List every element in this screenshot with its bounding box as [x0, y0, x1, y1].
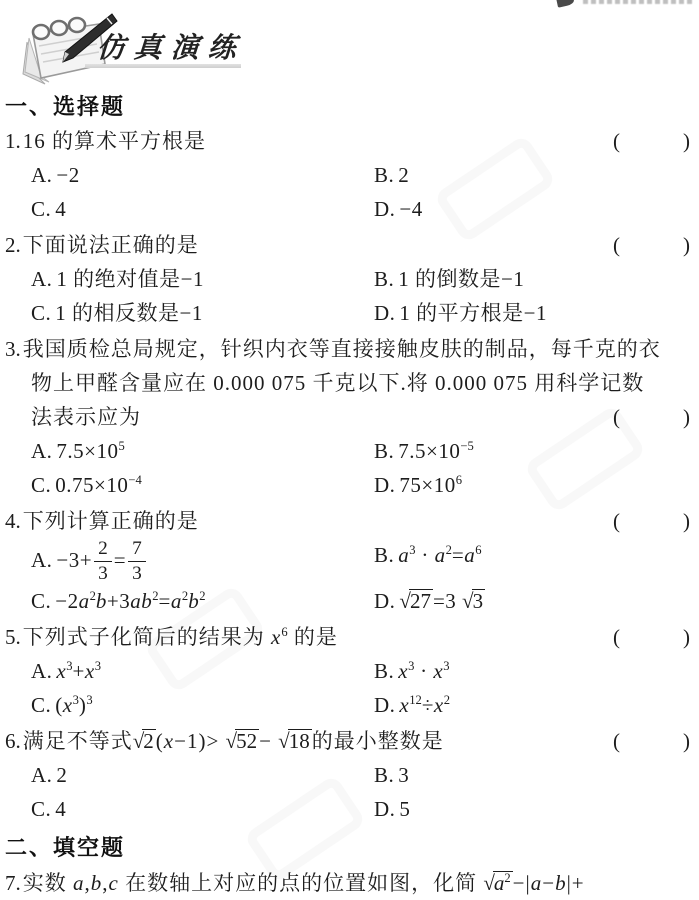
corner-logo: [557, 0, 693, 6]
question-1-option-B: [374, 158, 693, 192]
question-stem: 下列式子化简后的结果为 $x^6$ 的是: [22, 625, 338, 650]
option-text: 4: [55, 197, 67, 221]
option-text: 5: [399, 797, 411, 822]
question-2-option-A: [31, 262, 374, 296]
question-stem: 法表示应为: [31, 405, 141, 429]
option-text: √27=3 √3: [399, 589, 484, 614]
question-stem: 物上甲醛含量应在 0.000 075 千克以下.将 0.000 075 用科学记数: [31, 371, 645, 395]
option-label: D.: [374, 473, 396, 497]
option-text: −4: [399, 197, 423, 221]
radical: √3: [462, 589, 484, 614]
option-text: 3: [398, 763, 410, 788]
option-text: −3+ $\frac{2}{3}$ = $\frac{7}{3}$: [56, 548, 147, 572]
option-label: A.: [31, 547, 53, 572]
question-5-option-D: [374, 688, 693, 722]
question-stem: 实数 a,b,c 在数轴上对应的点的位置如图，化简 $√a^2-|a-b|+$: [22, 871, 585, 896]
answer-parens: ( ): [613, 729, 690, 754]
choice-question-list: [5, 124, 693, 826]
option-label: C.: [31, 797, 52, 822]
options-grid: [5, 654, 693, 722]
option-text: $7.5\times 10^{-5}$: [398, 439, 474, 463]
title-underline: [85, 64, 241, 68]
question-6-option-B: [374, 758, 693, 792]
question-1-option-D: [374, 192, 693, 226]
question-2-option-D: [374, 296, 693, 330]
question-4-option-A: [31, 538, 374, 584]
question-5-option-A: [31, 654, 374, 688]
radical: √27: [399, 589, 431, 614]
options-grid: [5, 262, 693, 330]
question-stem-line: [5, 124, 693, 158]
option-text: $7.5\times 10^5$: [56, 439, 125, 463]
option-label: B.: [374, 267, 395, 291]
question-stem-line: [5, 724, 693, 758]
question-2-option-B: [374, 262, 693, 296]
options-grid: [5, 538, 693, 618]
question-6-option-A: [31, 758, 374, 792]
option-text: 4: [55, 797, 67, 822]
option-label: B.: [374, 543, 395, 567]
option-label: C.: [31, 693, 52, 718]
option-text: $75\times 10^6$: [399, 473, 463, 497]
option-label: B.: [374, 763, 395, 788]
question-4: [5, 504, 693, 618]
option-text: 1 的平方根是−1: [399, 301, 548, 325]
option-text: 2: [398, 163, 410, 187]
question-3-option-C: [31, 468, 374, 502]
radical: √2: [132, 729, 154, 754]
corner-logo-text: [583, 0, 693, 4]
options-grid: [5, 758, 693, 826]
option-label: C.: [31, 301, 52, 325]
option-label: A.: [31, 439, 53, 463]
option-label: B.: [374, 439, 395, 463]
option-label: C.: [31, 197, 52, 221]
question-stem: 16 的算术平方根是: [22, 129, 206, 153]
option-label: A.: [31, 267, 53, 291]
question-2: [5, 228, 693, 330]
answer-parens: ( ): [613, 509, 690, 533]
question-1-option-C: [31, 192, 374, 226]
option-text: $a^3 \cdot a^2=a^6$: [398, 543, 482, 567]
option-label: A.: [31, 659, 53, 684]
option-text: $(x^3)^3$: [55, 693, 93, 718]
question-6-option-C: [31, 792, 374, 826]
question-stem: 下列计算正确的是: [22, 509, 199, 533]
option-text: $x^{12}\div x^2$: [399, 693, 450, 718]
radical: $√a^2$: [483, 871, 511, 896]
option-text: 1 的倒数是−1: [398, 267, 525, 291]
question-number: 4.: [5, 509, 21, 533]
section-heading-choice: 一、选择题: [5, 94, 126, 119]
option-label: D.: [374, 589, 396, 614]
question-stem-line: [5, 504, 693, 538]
question-3: [5, 332, 693, 502]
question-3-option-B: [374, 434, 693, 468]
option-label: B.: [374, 659, 395, 684]
question-5: [5, 620, 693, 722]
answer-parens: ( ): [613, 233, 690, 257]
question-6: [5, 724, 693, 826]
question-stem: 满足不等式√2(x−1)> √52− √18的最小整数是: [22, 729, 444, 754]
question-6-option-D: [374, 792, 693, 826]
option-label: C.: [31, 589, 52, 614]
question-stem: 我国质检总局规定，针织内衣等直接接触皮肤的制品，每千克的衣: [22, 337, 661, 361]
question-stem: 下面说法正确的是: [22, 233, 199, 257]
question-stem-line: [5, 366, 693, 400]
option-text: 2: [56, 763, 68, 788]
question-stem-line: [5, 332, 693, 366]
answer-parens: ( ): [613, 625, 690, 650]
option-text: 1 的绝对值是−1: [56, 267, 205, 291]
exercise-header: [5, 0, 693, 86]
option-label: A.: [31, 763, 53, 788]
option-label: A.: [31, 163, 53, 187]
option-label: D.: [374, 797, 396, 822]
question-number: 5.: [5, 625, 21, 650]
question-1: [5, 124, 693, 226]
question-7: [5, 866, 693, 900]
question-2-option-C: [31, 296, 374, 330]
exercise-title: 仿真演练: [95, 33, 246, 64]
question-4-option-C: [31, 584, 374, 618]
question-stem-line: [5, 400, 693, 434]
question-4-option-B: [374, 538, 693, 584]
option-text: −2: [56, 163, 80, 187]
question-number: 1.: [5, 129, 21, 153]
option-text: $0.75\times 10^{-4}$: [55, 473, 142, 497]
section-heading-fill: 二、填空题: [5, 835, 126, 861]
option-text: $x^3+x^3$: [56, 659, 102, 684]
question-1-option-A: [31, 158, 374, 192]
question-stem-line: [5, 228, 693, 262]
option-label: B.: [374, 163, 395, 187]
question-3-option-D: [374, 468, 693, 502]
answer-parens: ( ): [613, 405, 690, 429]
answer-parens: ( ): [613, 129, 690, 153]
option-text: $x^3 \cdot x^3$: [398, 659, 450, 684]
question-number: 2.: [5, 233, 21, 257]
option-label: D.: [374, 693, 396, 718]
question-number: 3.: [5, 337, 21, 361]
question-stem-line: [5, 620, 693, 654]
question-5-option-B: [374, 654, 693, 688]
question-4-option-D: [374, 584, 693, 618]
option-text: $-2a^2b+3ab^2=a^2b^2$: [55, 589, 206, 614]
radical: √18: [278, 729, 310, 754]
options-grid: [5, 434, 693, 502]
question-5-option-C: [31, 688, 374, 722]
option-text: 1 的相反数是−1: [55, 301, 203, 325]
option-label: D.: [374, 301, 396, 325]
option-label: D.: [374, 197, 396, 221]
question-number: 7.: [5, 871, 21, 896]
options-grid: [5, 158, 693, 226]
option-label: C.: [31, 473, 52, 497]
question-number: 6.: [5, 729, 21, 754]
question-3-option-A: [31, 434, 374, 468]
radical: √52: [225, 729, 258, 754]
